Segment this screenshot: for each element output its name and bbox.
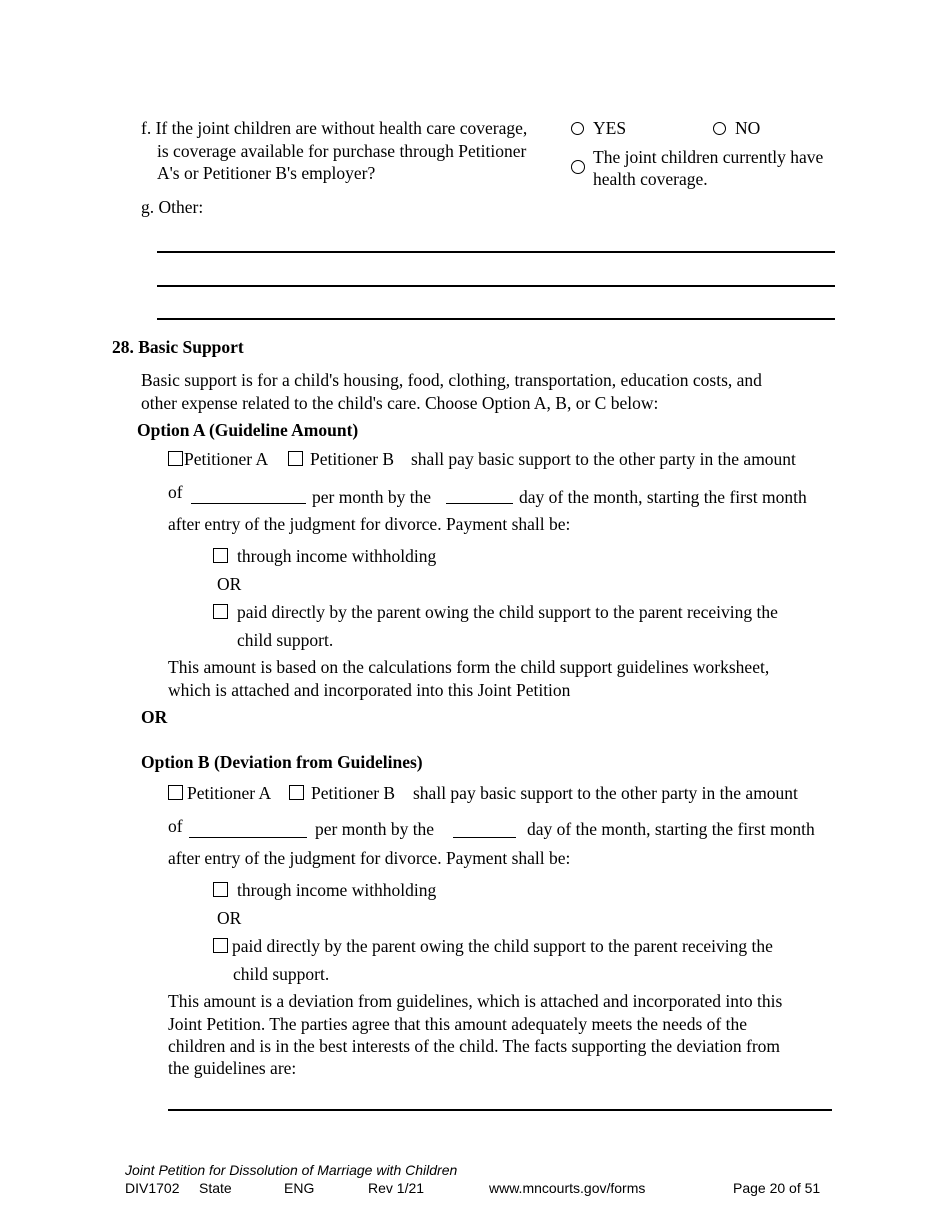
footer-url: www.mncourts.gov/forms <box>489 1180 646 1196</box>
deviation-facts-line[interactable] <box>168 1109 832 1111</box>
option-a-petitioner-a-label: Petitioner A <box>184 449 269 469</box>
option-a-after-entry: after entry of the judgment for divorce. Payment shall be: <box>168 514 571 534</box>
option-b-withholding-checkbox[interactable] <box>213 882 228 897</box>
option-b-per-month-label: per month by the <box>315 819 435 839</box>
option-a-of-label: of <box>168 482 183 502</box>
option-a-pay-text: shall pay basic support to the other party in the amount <box>411 449 796 469</box>
option-b-petitioner-a-label: Petitioner A <box>187 783 272 803</box>
option-b-amount-field[interactable] <box>189 837 307 838</box>
yes-label: YES <box>593 118 627 138</box>
question-f-line1: f. If the joint children are without health care coverage, <box>141 118 528 138</box>
basic-support-intro-line1: Basic support is for a child's housing, food, clothing, transportation, education costs, and <box>141 370 762 390</box>
option-a-or-label: OR <box>217 574 242 594</box>
option-b-after-entry: after entry of the judgment for divorce. Payment shall be: <box>168 848 571 868</box>
question-f-line2: is coverage available for purchase through Petitioner <box>157 141 527 161</box>
question-g-label: g. Other: <box>141 197 204 217</box>
has-coverage-line2: health coverage. <box>593 169 708 189</box>
basic-support-intro-line2: other expense related to the child's care. Choose Option A, B, or C below: <box>141 393 659 413</box>
option-b-deviation-line1: This amount is a deviation from guidelines, which is attached and incorporated into this <box>168 991 783 1011</box>
option-a-basis-line1: This amount is based on the calculations form the child support guidelines worksheet, <box>168 657 770 677</box>
option-b-withholding-label: through income withholding <box>237 880 437 900</box>
option-b-heading: Option B (Deviation from Guidelines) <box>141 752 423 772</box>
option-b-day-text: day of the month, starting the first month <box>527 819 815 839</box>
section-28-heading: 28. Basic Support <box>112 337 244 357</box>
option-a-petitioner-b-label: Petitioner B <box>310 449 395 469</box>
yes-radio[interactable] <box>571 122 584 135</box>
option-a-day-text: day of the month, starting the first month <box>519 487 807 507</box>
option-b-direct-checkbox[interactable] <box>213 938 228 953</box>
option-a-withholding-label: through income withholding <box>237 546 437 566</box>
option-b-or-label: OR <box>217 908 242 928</box>
option-a-amount-field[interactable] <box>191 503 306 504</box>
option-b-petitioner-b-checkbox[interactable] <box>289 785 304 800</box>
no-label: NO <box>735 118 761 138</box>
option-b-deviation-line2: Joint Petition. The parties agree that this amount adequately meets the needs of the <box>168 1014 747 1034</box>
option-b-direct-line2: child support. <box>233 964 330 984</box>
footer-form-title: Joint Petition for Dissolution of Marriage with Children <box>125 1162 458 1178</box>
option-b-day-field[interactable] <box>453 837 516 838</box>
question-f-line3: A's or Petitioner B's employer? <box>157 163 376 183</box>
no-radio[interactable] <box>713 122 726 135</box>
option-a-day-field[interactable] <box>446 503 513 504</box>
option-a-per-month-label: per month by the <box>312 487 432 507</box>
other-line-2[interactable] <box>157 285 835 287</box>
option-b-pay-text: shall pay basic support to the other party in the amount <box>413 783 798 803</box>
footer-state: State <box>199 1180 232 1196</box>
footer-page-number: Page 20 of 51 <box>733 1180 821 1196</box>
option-b-petitioner-a-checkbox[interactable] <box>168 785 183 800</box>
has-coverage-line1: The joint children currently have <box>593 147 824 167</box>
or-separator: OR <box>141 707 168 727</box>
footer-form-id: DIV1702 <box>125 1180 180 1196</box>
other-line-1[interactable] <box>157 251 835 253</box>
option-a-petitioner-a-checkbox[interactable] <box>168 451 183 466</box>
option-b-deviation-line4: the guidelines are: <box>168 1058 297 1078</box>
option-b-petitioner-b-label: Petitioner B <box>311 783 396 803</box>
option-a-direct-checkbox[interactable] <box>213 604 228 619</box>
other-line-3[interactable] <box>157 318 835 320</box>
option-a-heading: Option A (Guideline Amount) <box>137 420 359 440</box>
option-a-direct-line1: paid directly by the parent owing the child support to the parent receiving the <box>237 602 778 622</box>
option-b-direct-line1: paid directly by the parent owing the child support to the parent receiving the <box>232 936 773 956</box>
has-coverage-radio[interactable] <box>571 160 585 174</box>
footer-language: ENG <box>284 1180 315 1196</box>
option-a-direct-line2: child support. <box>237 630 334 650</box>
option-b-deviation-line3: children and is in the best interests of the child. The facts supporting the deviation from <box>168 1036 781 1056</box>
footer-revision: Rev 1/21 <box>368 1180 425 1196</box>
option-a-basis-line2: which is attached and incorporated into this Joint Petition <box>168 680 571 700</box>
option-a-withholding-checkbox[interactable] <box>213 548 228 563</box>
option-b-of-label: of <box>168 816 183 836</box>
option-a-petitioner-b-checkbox[interactable] <box>288 451 303 466</box>
